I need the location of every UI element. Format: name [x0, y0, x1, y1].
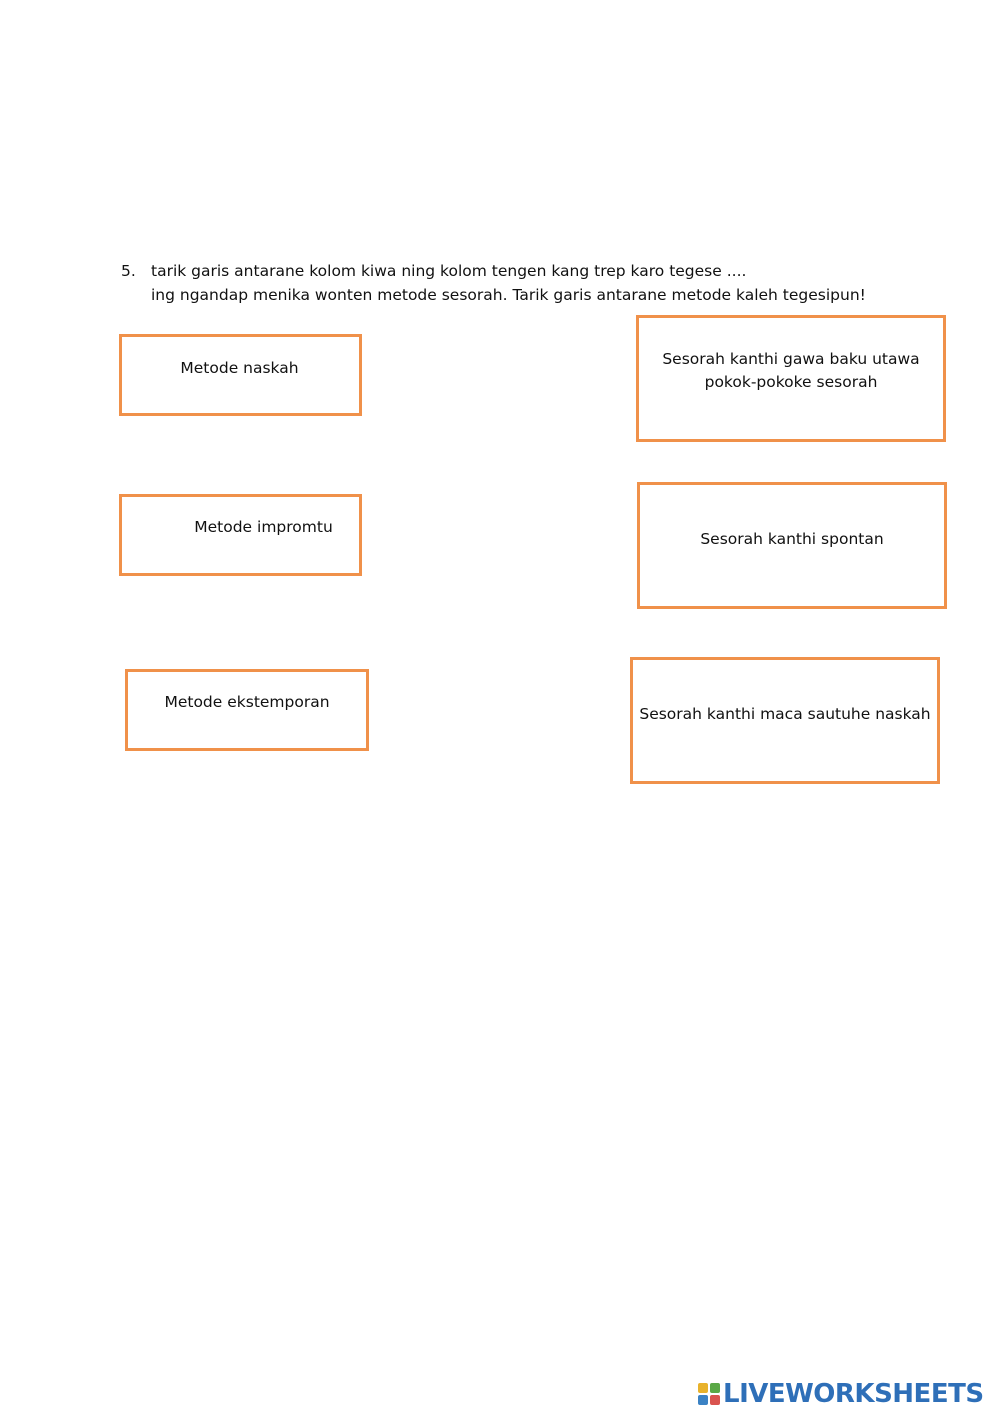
match-right-item-1[interactable] [636, 315, 946, 442]
match-right-label: Sesorah kanthi spontan [700, 530, 884, 548]
match-right-label: Sesorah kanthi gawa baku utawa pokok-pokoke sesorah [662, 350, 920, 391]
match-left-label: Metode naskah [180, 359, 299, 377]
match-left-label: Metode impromtu [194, 518, 333, 536]
match-left-label: Metode ekstemporan [164, 693, 330, 711]
logo-tiles-icon [698, 1383, 720, 1405]
question-number: 5. [121, 262, 136, 280]
logo-text: LIVEWORKSHEETS [723, 1379, 984, 1409]
match-left-item-1[interactable] [119, 334, 362, 416]
match-right-label: Sesorah kanthi maca sautuhe naskah [639, 705, 931, 723]
liveworksheets-logo [698, 1378, 984, 1410]
match-right-item-3[interactable] [630, 657, 940, 784]
question-line-1: tarik garis antarane kolom kiwa ning kolom tengen kang trep karo tegese .... [151, 262, 747, 280]
match-left-item-3[interactable] [125, 669, 369, 751]
match-right-item-2[interactable] [637, 482, 947, 609]
question-line-2: ing ngandap menika wonten metode sesorah. Tarik garis antarane metode kaleh tegesipun! [151, 286, 866, 304]
match-left-item-2[interactable] [119, 494, 362, 576]
question-text [151, 259, 881, 307]
